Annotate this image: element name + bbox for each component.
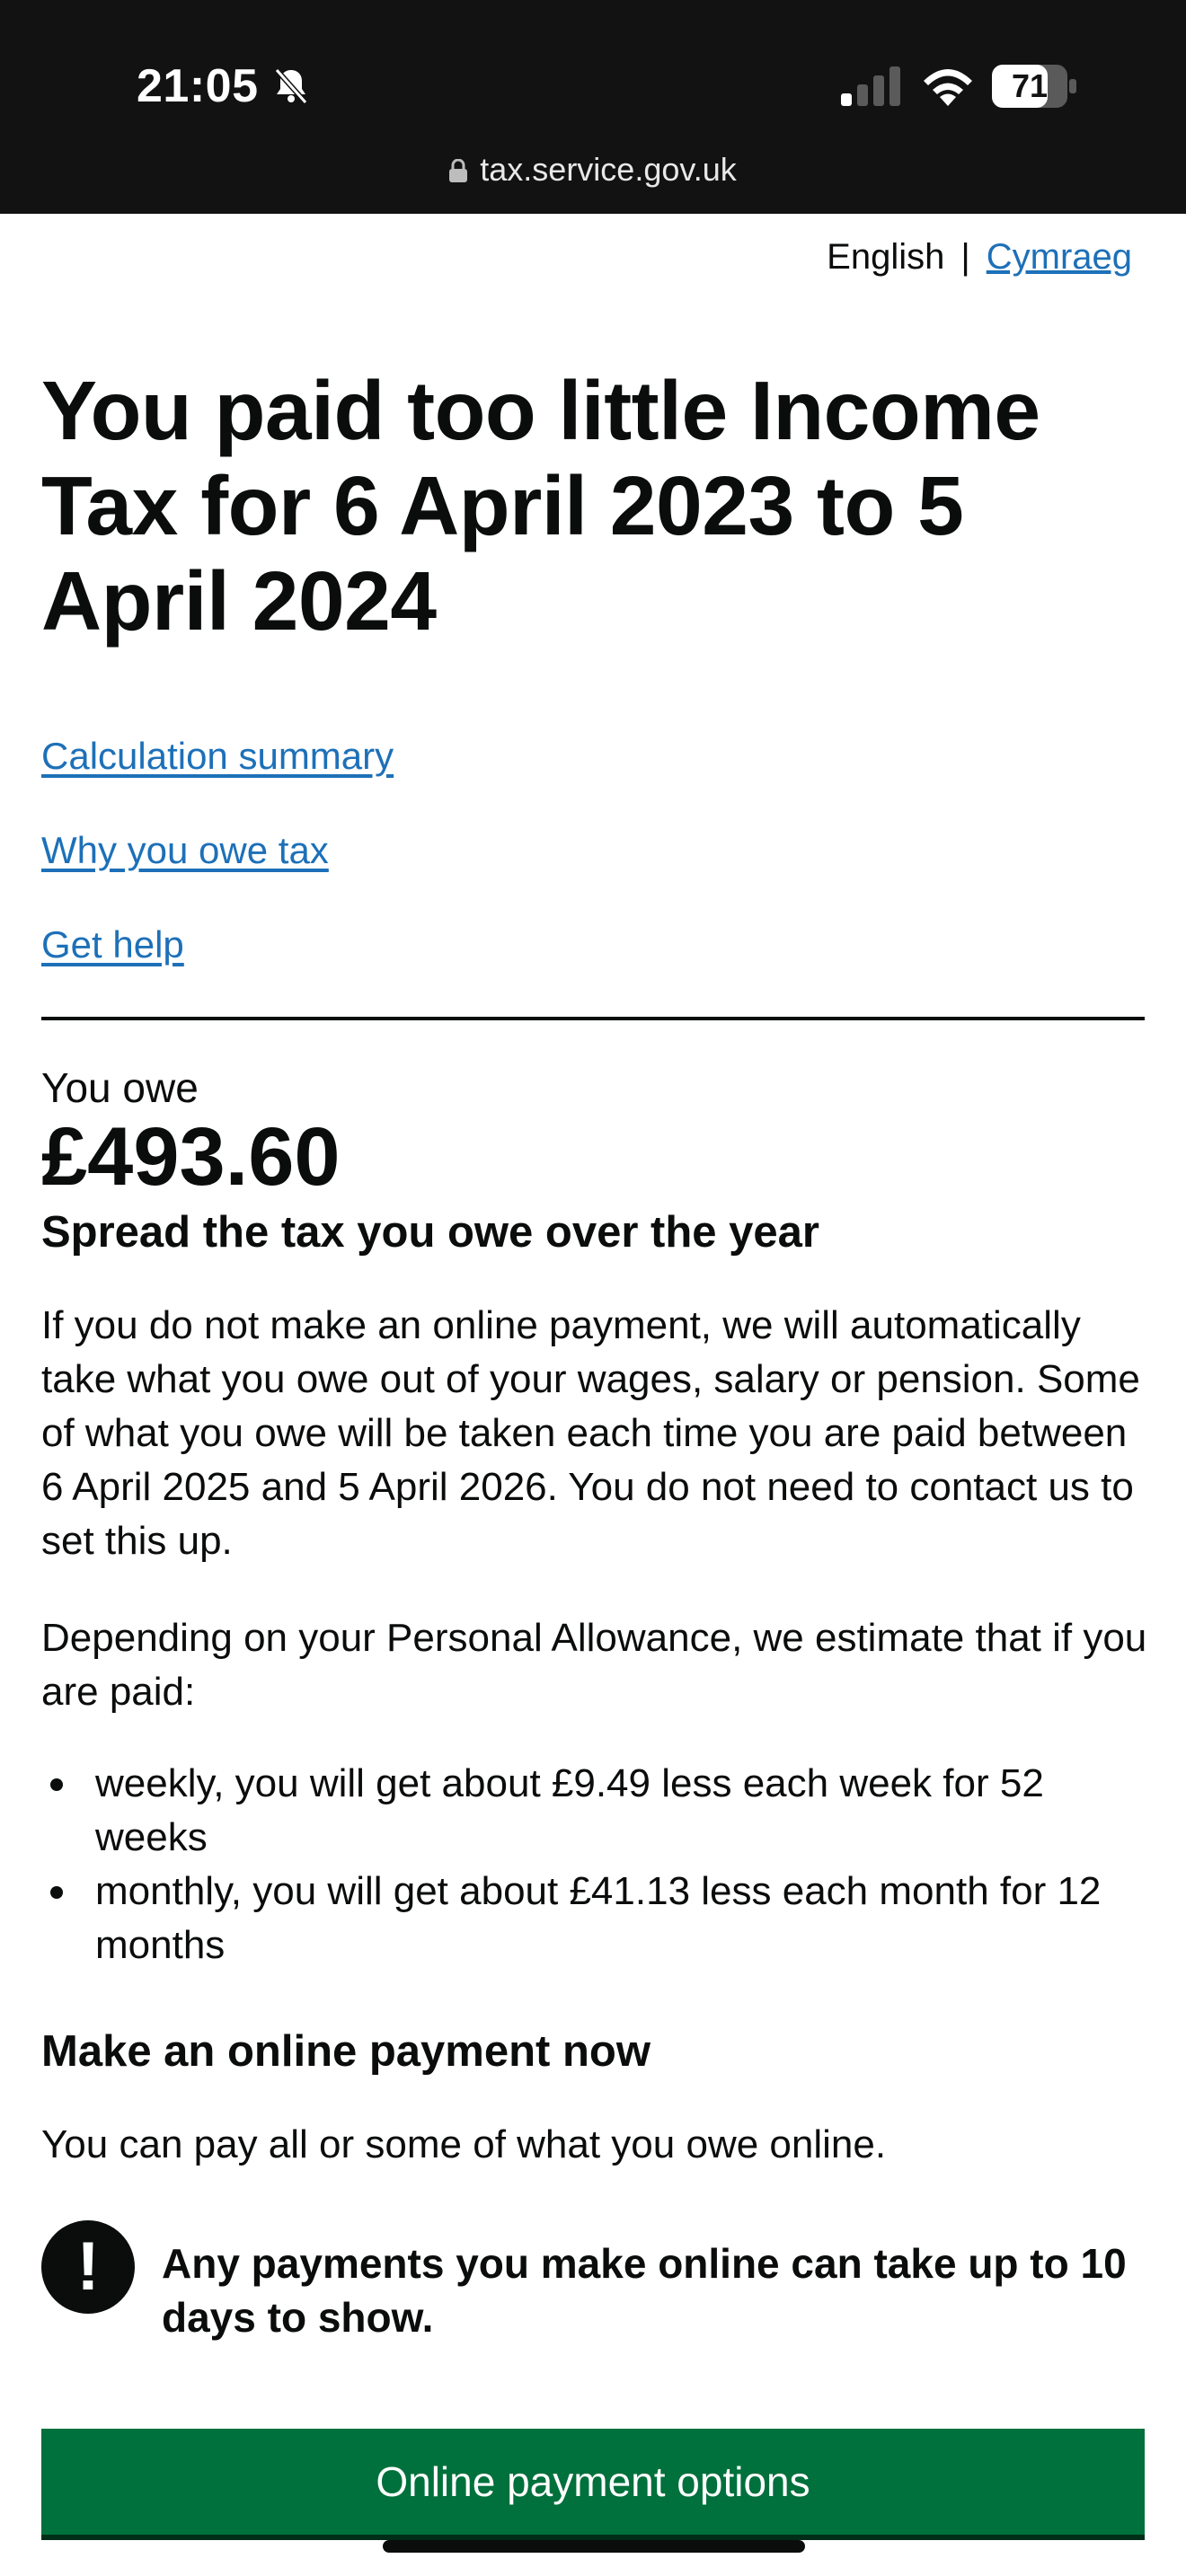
signal-icon	[839, 66, 904, 106]
language-current: English	[827, 237, 945, 277]
wifi-icon	[920, 63, 976, 108]
address-bar-url: tax.service.gov.uk	[480, 151, 737, 188]
spread-paragraph: If you do not make an online payment, we will automatically take what you owe out of your wages, salary or pension. Some of what you owe will be taken each time you are paid between 6 April 2025 and 5 April 2026. You do not need to contact us to set this up.	[41, 1303, 1140, 1563]
online-payment-heading: Make an online payment now	[41, 2027, 651, 2076]
exclamation-icon: !	[41, 2220, 135, 2314]
language-link-cymraeg[interactable]: Cymraeg	[986, 237, 1132, 277]
language-toggle	[827, 237, 1132, 278]
owe-label: You owe	[41, 1064, 199, 1111]
page-title: You paid too little Income Tax for 6 April 2023 to 5 April 2024	[41, 364, 1040, 648]
bell-slash-icon	[270, 65, 313, 108]
language-separator: |	[960, 237, 970, 277]
list-item-weekly: weekly, you will get about £9.49 less each week for 52 weeks	[41, 1757, 1155, 1865]
battery-level: 71	[1011, 67, 1049, 104]
list-item-monthly: monthly, you will get about £41.13 less each month for 12 months	[41, 1865, 1155, 1972]
page-links	[41, 735, 394, 1018]
estimate-list	[41, 1757, 1155, 1972]
browser-chrome	[0, 0, 1186, 214]
home-indicator[interactable]	[383, 2540, 805, 2553]
lock-icon	[449, 159, 467, 182]
calculation-summary-link[interactable]: Calculation summary	[41, 735, 394, 777]
owe-amount: £493.60	[41, 1111, 341, 1203]
section-divider	[41, 1017, 1145, 1020]
status-time: 21:05	[137, 60, 259, 112]
online-payment-paragraph: You can pay all or some of what you owe online.	[41, 2122, 887, 2166]
online-payment-options-button[interactable]: Online payment options	[41, 2429, 1145, 2535]
spread-heading: Spread the tax you owe over the year	[41, 1208, 819, 1257]
address-bar[interactable]	[0, 151, 1186, 189]
warning-text-block	[41, 2220, 1145, 2355]
warning-message: Any payments you make online can take up to 10 days to show.	[162, 2240, 1127, 2341]
why-you-owe-tax-link[interactable]: Why you owe tax	[41, 829, 329, 871]
get-help-link[interactable]: Get help	[41, 923, 184, 966]
estimate-paragraph: Depending on your Personal Allowance, we estimate that if you are paid:	[41, 1616, 1147, 1714]
